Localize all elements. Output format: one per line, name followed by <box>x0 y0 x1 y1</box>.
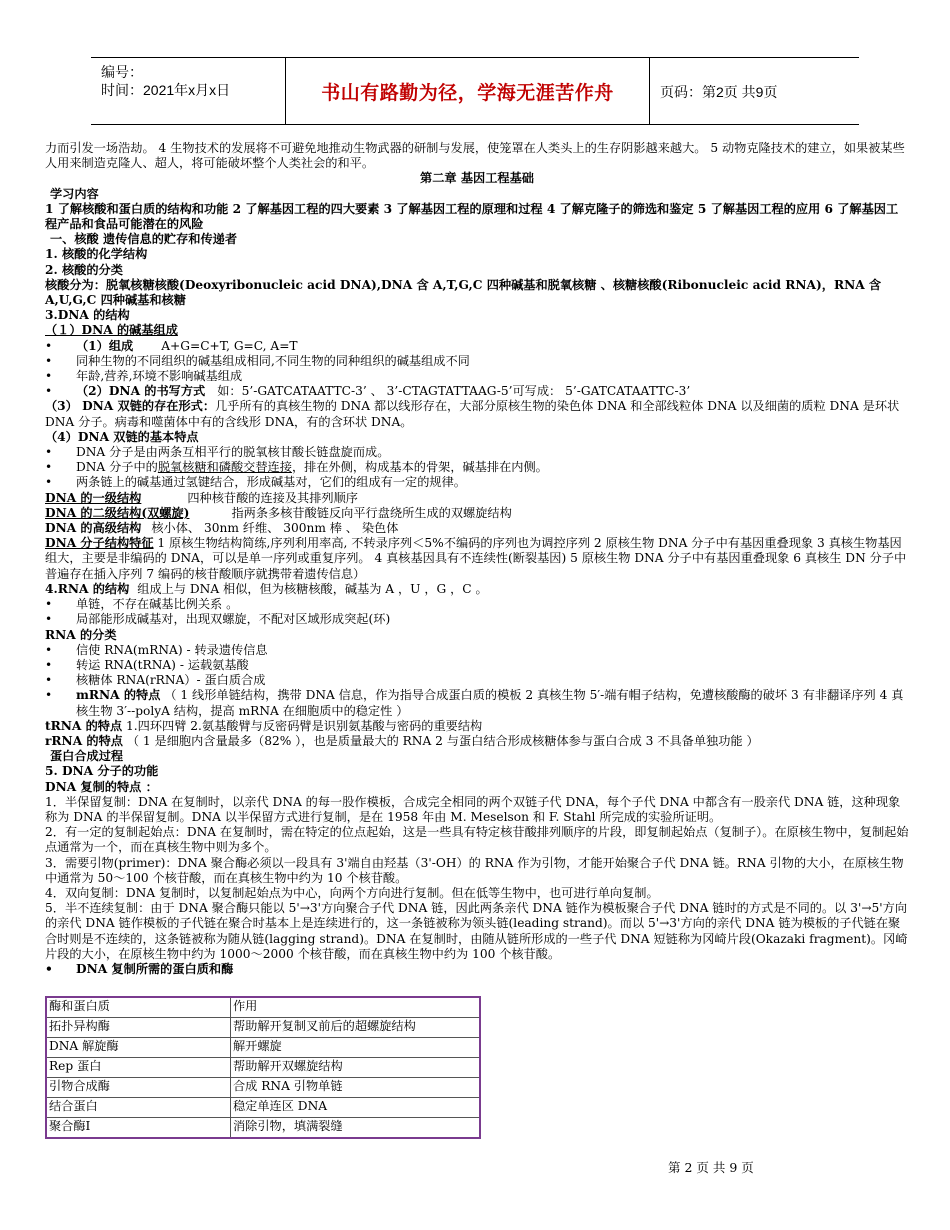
table-cell: 拓扑异构酶 <box>46 1018 231 1038</box>
replication-point: 1．半保留复制：DNA 在复制时，以亲代 DNA 的每一股作模板，合成完全相同的两个双链子代 DNA，每个子代 DNA 中都含有一股亲代 DNA 链，这种现象称为 DNA 的半保留复制。DNA 以半保留方式进行复制，是在 1958 年由 M. Meselson 和 F. Stahl 所完成的实验所证明。 <box>45 794 901 824</box>
list-item: • 核糖体 RNA(rRNA）- 蛋白质合成 <box>45 673 909 688</box>
heading-double-strand-features: （4）DNA 双链的基本特点 <box>45 429 199 444</box>
list-item: • DNA 分子是由两条互相平行的脱氧核甘酸长链盘旋而成。 <box>45 445 909 460</box>
study-list: 1 了解核酸和蛋白质的结构和功能 2 了解基因工程的四大要素 3 了解基因工程的原理和过程 4 了解克隆子的筛选和鉴定 5 了解基因工程的应用 6 了解基因工程产品和食品可能潜在的风险 <box>45 201 899 232</box>
table-row <box>46 1118 480 1139</box>
table-row <box>46 1058 480 1078</box>
paragraph-text: 几乎所有的真核生物的 DNA 都以线形存在，大部分原核生物的染色体 DNA 和全部线粒体 DNA 以及细菌的质粒 DNA 是环状 DNA 分子。病毒和噬菌体中有的含线形 DNA，有的含环状 DNA。 <box>45 399 900 429</box>
structure-features <box>45 536 909 582</box>
table-header-cell: 酶和蛋白质 <box>46 997 231 1018</box>
table-cell: DNA 解旋酶 <box>46 1038 231 1058</box>
list-item <box>45 339 909 354</box>
table-cell: 稳定单连区 DNA <box>231 1098 481 1118</box>
section-heading: 一、核酸 遗传信息的贮存和传递者 <box>50 232 238 247</box>
term-text: （ 1 线形单链结构，携带 DNA 信息，作为指导合成蛋白质的模板 2 真核生物 5′-端有帽子结构，免遭核酸酶的破坏 3 有非翻译序列 4 真核生物 3′--polyA 结构，提高 mRNA 在细胞质中的稳定性 ） <box>76 688 904 718</box>
table-header-row <box>46 997 480 1018</box>
table-header-cell: 作用 <box>231 997 481 1018</box>
heading-replication-features: DNA 复制的特点 ： <box>45 779 158 794</box>
replication-point: 2．有一定的复制起始点：DNA 在复制时，需在特定的位点起始，这是一些具有特定核苷酸排列顺序的片段，即复制起始点（复制子）。在原核生物中，复制起始点通常为一个，而在真核生物中则为多个。 <box>45 825 909 855</box>
underlined-span: 脱氧核糖和磷酸交替连接 <box>157 460 292 475</box>
document-number-label: 编号： <box>101 64 143 80</box>
higher-structure <box>45 521 909 536</box>
table-cell: 帮助解开复制叉前后的超螺旋结构 <box>231 1018 481 1038</box>
study-title: 学习内容 <box>50 186 99 201</box>
heading-classification: 2. 核酸的分类 <box>45 262 123 277</box>
term-label: DNA 的高级结构 <box>45 521 142 536</box>
term-label: 4.RNA 的结构 <box>45 581 130 596</box>
list-item: • 年龄,营养,环境不影响碱基组成 <box>45 369 909 384</box>
page-number-label: 页码：第2页 共9页 <box>660 84 778 100</box>
trna-features <box>45 719 909 734</box>
primary-structure <box>45 491 909 506</box>
table-row <box>46 1098 480 1118</box>
term-text: 1 原核生物结构简练,序列利用率高, 不转录序列＜5%不编码的序列也为调控序列 2 原核生物 DNA 分子中有基因重叠现象 3 真核生物基因组大，主要是非编码的 DNA，可以是单一序列或重复序列。 4 真核基因具有不连续性(断裂基因) 5 原核生物 DNA 分子中有基因重叠现象 6 真核生 DN 分子中普遍存在插入序列 7 编码的核苷酸顺序就携带着遗传信息） <box>45 536 907 581</box>
replication-point: 4．双向复制：DNA 复制时，以复制起始点为中心，向两个方向进行复制。但在低等生物中，也可进行单向复制。 <box>45 885 659 900</box>
document-time-label: 时间：2021年x月x日 <box>101 82 231 98</box>
list-item: • 同种生物的不同组织的碱基组成相同,不同生物的同种组织的碱基组成不同 <box>45 354 909 369</box>
term-text: 1.四环四臂 2.氨基酸臂与反密码臂是识别氨基酸与密码的重要结构 <box>126 718 483 733</box>
table-cell: Rep 蛋白 <box>46 1058 231 1078</box>
replication-point: 5．半不连续复制：由于 DNA 聚合酶只能以 5'→3'方向聚合子代 DNA 链，因此两条亲代 DNA 链作为模板聚合子代 DNA 链时的方式是不同的。以 3'→5'方向的亲代 DNA 链作模板的子代链在聚合时基本上是连续进行的，这一条链被称为领头链(leading strand)。而以 5'→3'方向的亲代 DNA 链为模板的子代链在聚合时则是不连续的，这条链被称为随从链(lagging strand)。DNA 在复制时，由随从链所形成的一些子代 DNA 短链称为冈崎片段(Okazaki fragment)。冈崎片段的大小，在原核生物中约为 1000～2000 个核苷酸，而在真核生物中约为 100 个核苷酸。 <box>45 901 908 961</box>
bullet-text: A+G=C+T, G=C, A=T <box>161 338 298 353</box>
bullet-label: （2）DNA 的书写方式 <box>76 384 206 399</box>
list-item <box>45 384 909 399</box>
heading-dna-structure: 3.DNA 的结构 <box>45 308 130 323</box>
table-cell: 消除引物，填满裂缝 <box>231 1118 481 1139</box>
replication-point: 3．需要引物(primer)：DNA 聚合酶必须以一段具有 3'端自由羟基（3'-OH）的 RNA 作为引物，才能开始聚合子代 DNA 链。RNA 引物的大小，在原核生物中通常为 50～100 个核苷酸，而在真核生物中约为 10 个核苷酸。 <box>45 855 904 885</box>
term-label: DNA 分子结构特征 <box>45 536 154 551</box>
table-cell: 结合蛋白 <box>46 1098 231 1118</box>
text-span: ，排在外侧，构成基本的骨架，碱基排在内侧。 <box>291 460 548 475</box>
term-label: tRNA 的特点 <box>45 718 123 733</box>
table-cell: 解开螺旋 <box>231 1038 481 1058</box>
heading-rna-types: RNA 的分类 <box>45 627 117 642</box>
table-row <box>46 1018 480 1038</box>
term-text: 组成上与 DNA 相似，但为核糖核酸，碱基为 A ，U ，G ，C 。 <box>137 581 488 596</box>
term-label: rRNA 的特点 <box>45 733 123 748</box>
bullet-label: （1）组成 <box>76 338 134 353</box>
list-item <box>45 688 909 718</box>
term-label: DNA 的一级结构 <box>45 490 142 505</box>
chapter-title: 第二章 基因工程基础 <box>420 171 534 186</box>
rna-structure <box>45 582 909 597</box>
heading-enzymes: • DNA 复制所需的蛋白质和酶 <box>45 962 909 977</box>
term-text: （ 1 是细胞内含量最多（82% ），也是质量最大的 RNA 2 与蛋白结合形成核糖体参与蛋白合成 3 不具备单独功能 ） <box>126 733 759 748</box>
heading-chemical-structure: 1. 核酸的化学结构 <box>45 247 148 262</box>
list-item: • 单链，不存在碱基比例关系 。 <box>45 597 909 612</box>
document-body <box>45 141 909 977</box>
page-header <box>91 57 859 125</box>
enzyme-table <box>45 996 481 1139</box>
heading-protein-synthesis: 蛋白合成过程 <box>50 749 124 764</box>
text-span: DNA 分子中的 <box>76 460 158 475</box>
intro-paragraph: 力而引发一场浩劫。 4 生物技术的发展将不可避免地推动生物武器的研制与发展，使笼罩在人类头上的生存阴影越来越大。 5 动物克隆技术的建立，如果被某些人用来制造克隆人、超人，将可能破坏整个人类社会的和平。 <box>45 141 905 171</box>
page-footer: 第 2 页 共 9 页 <box>668 1160 754 1175</box>
heading-base-composition: （１）DNA 的碱基组成 <box>45 323 178 338</box>
table-row <box>46 1038 480 1058</box>
term-text: 核小体、 30nm 纤维、 300nm 棒 、 染色体 <box>151 521 399 536</box>
term-text: 指两条多核苷酸链反向平行盘绕所生成的双螺旋结构 <box>231 505 512 520</box>
header-meta-cell <box>91 58 286 124</box>
term-text: 四种核苷酸的连接及其排列顺序 <box>187 490 358 505</box>
rrna-features <box>45 734 909 749</box>
list-item: • 两条链上的碱基通过氢键结合，形成碱基对，它们的组成有一定的规律。 <box>45 475 909 490</box>
motto: 书山有路勤为径，学海无涯苦作舟 <box>321 82 614 104</box>
list-item: • 转运 RNA(tRNA) - 运载氨基酸 <box>45 658 909 673</box>
header-motto-cell <box>286 58 650 124</box>
secondary-structure <box>45 506 909 521</box>
table-cell: 聚合酶Ⅰ <box>46 1118 231 1139</box>
table-row <box>46 1078 480 1098</box>
table-cell: 合成 RNA 引物单链 <box>231 1078 481 1098</box>
classification-paragraph: 核酸分为：脱氧核糖核酸(Deoxyribonucleic acid DNA),DNA 含 A,T,G,C 四种碱基和脱氧核糖 、核糖核酸(Ribonucleic acid RNA)，RNA 含 A,U,G,C 四种碱基和核糖 <box>45 277 882 308</box>
double-strand-paragraph <box>45 399 909 429</box>
table-cell: 引物合成酶 <box>46 1078 231 1098</box>
list-item: • 局部能形成碱基对，出现双螺旋，不配对区域形成突起(环) <box>45 612 909 627</box>
list-item <box>45 460 909 475</box>
term-label: DNA 的二级结构(双螺旋) <box>45 505 190 520</box>
bullet-text: 如：5’-GATCATAATTC-3’ 、 3’-CTAGTATTAAG-5’可写成： 5’-GATCATAATTC-3’ <box>217 384 691 399</box>
paragraph-label: （3） DNA 双链的存在形式： <box>45 399 216 414</box>
heading-dna-function: 5. DNA 分子的功能 <box>45 764 159 779</box>
table-cell: 帮助解开双螺旋结构 <box>231 1058 481 1078</box>
list-item: • 信使 RNA(mRNA) - 转录遗传信息 <box>45 643 909 658</box>
term-label: mRNA 的特点 <box>76 688 161 703</box>
header-page-cell <box>650 58 859 124</box>
